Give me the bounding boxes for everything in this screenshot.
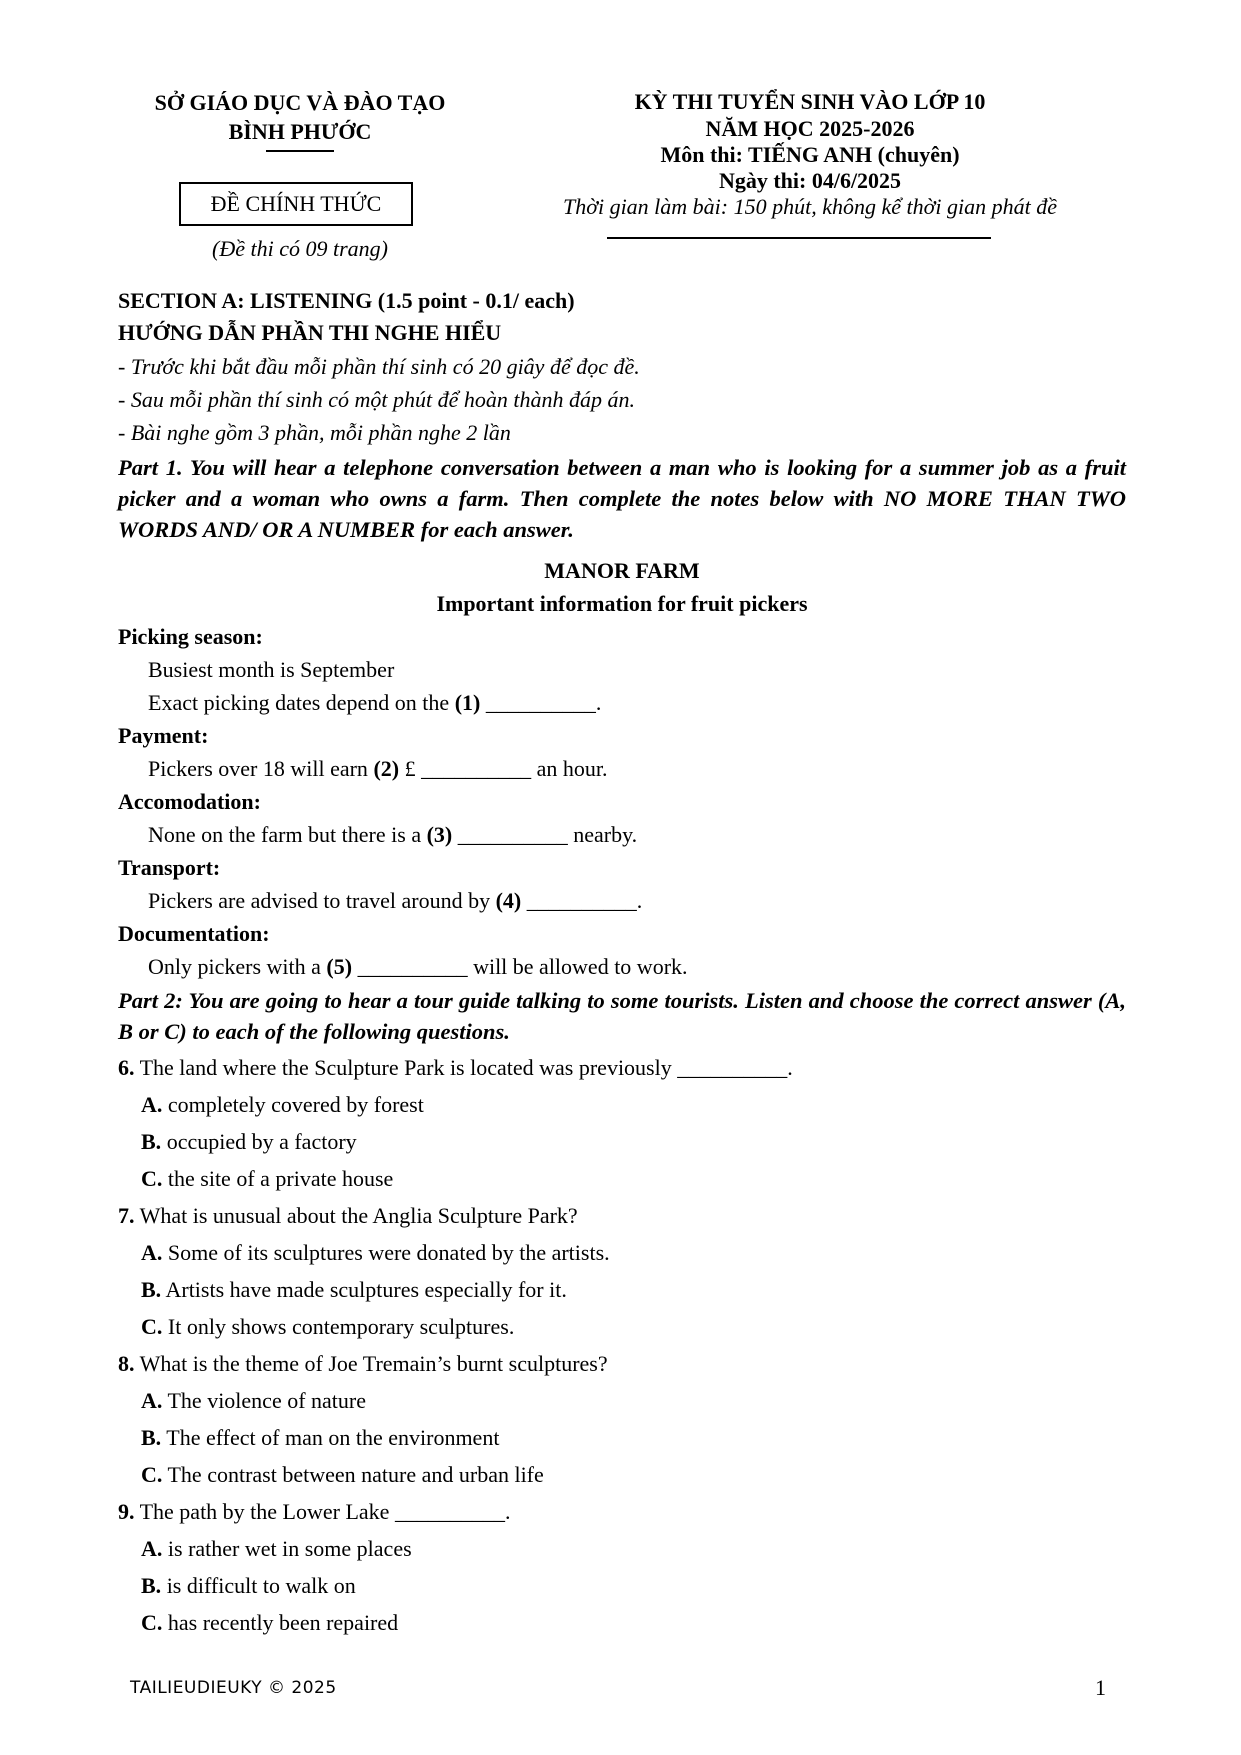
option-letter: C.	[141, 1314, 163, 1339]
question-number: 8.	[118, 1351, 135, 1376]
question-text: The path by the Lower Lake __________.	[134, 1499, 511, 1524]
notes-text: Busiest month is September	[148, 657, 395, 682]
time-allowed: Thời gian làm bài: 150 phút, không kể thời gian phát đề	[562, 194, 1057, 219]
option-text: has recently been repaired	[162, 1610, 399, 1635]
answer-blank: __________.	[521, 888, 643, 913]
answer-option	[141, 1386, 366, 1416]
exam-title: KỲ THI TUYỂN SINH VÀO LỚP 10	[634, 89, 986, 114]
answer-option	[141, 1127, 357, 1157]
question-text: The land where the Sculpture Park is located was previously __________.	[134, 1055, 793, 1080]
option-letter: B.	[141, 1277, 162, 1302]
page-number: 1	[1095, 1675, 1106, 1700]
guide-line: - Trước khi bắt đầu mỗi phần thí sinh có 20 giây để đọc đề.	[118, 354, 640, 379]
option-text: the site of a private house	[162, 1166, 394, 1191]
option-text: Artists have made sculptures especially for it.	[161, 1277, 567, 1302]
option-letter: A.	[141, 1536, 163, 1561]
notes-line	[148, 655, 394, 685]
footer-brand: TAILIEUDIEUKY © 2025	[130, 1678, 337, 1698]
question-text: What is unusual about the Anglia Sculpture Park?	[134, 1203, 578, 1228]
option-text: The contrast between nature and urban life	[162, 1462, 544, 1487]
guide-line: - Sau mỗi phần thí sinh có một phút để hoàn thành đáp án.	[118, 387, 635, 412]
guide-line: - Bài nghe gồm 3 phần, mỗi phần nghe 2 lần	[118, 420, 511, 445]
official-exam-box	[179, 182, 413, 226]
option-text: The violence of nature	[162, 1388, 367, 1413]
department-header	[110, 88, 490, 152]
option-letter: B.	[141, 1573, 162, 1598]
question-text: What is the theme of Joe Tremain’s burnt sculptures?	[134, 1351, 608, 1376]
question	[118, 1349, 608, 1379]
exam-header	[500, 88, 1120, 220]
option-letter: C.	[141, 1166, 163, 1191]
part2-instruction: Part 2: You are going to hear a tour guide talking to some tourists. Listen and choose the correct answer (A, B or C) to each of the following questions.	[118, 988, 1126, 1044]
option-text: It only shows contemporary sculptures.	[162, 1314, 515, 1339]
gap-number: (4)	[495, 888, 522, 913]
answer-option	[141, 1423, 499, 1453]
option-letter: B.	[141, 1129, 162, 1154]
notes-title: MANOR FARM	[544, 558, 700, 583]
option-text: is difficult to walk on	[161, 1573, 356, 1598]
option-letter: A.	[141, 1240, 163, 1265]
section-title: SECTION A: LISTENING (1.5 point - 0.1/ each)	[118, 288, 575, 313]
option-letter: A.	[141, 1092, 163, 1117]
notes-text: Pickers over 18 will earn	[148, 756, 374, 781]
notes-text: Exact picking dates depend on the	[148, 690, 455, 715]
time-underline	[607, 237, 991, 239]
question-number: 9.	[118, 1499, 135, 1524]
question-number: 7.	[118, 1203, 135, 1228]
option-letter: B.	[141, 1425, 162, 1450]
answer-option	[141, 1460, 544, 1490]
question	[118, 1497, 510, 1527]
gap-number: (1)	[454, 690, 481, 715]
answer-option	[141, 1164, 393, 1194]
question-number: 6.	[118, 1055, 135, 1080]
answer-option	[141, 1275, 567, 1305]
notes-line	[148, 886, 642, 916]
exam-subject: Môn thi: TIẾNG ANH (chuyên)	[660, 142, 960, 167]
notes-text: Pickers are advised to travel around by	[148, 888, 496, 913]
answer-option	[141, 1090, 424, 1120]
official-exam-label: ĐỀ CHÍNH THỨC	[210, 191, 382, 216]
department-name: SỞ GIÁO DỤC VÀ ĐÀO TẠO	[154, 90, 446, 115]
answer-option	[141, 1312, 514, 1342]
notes-line	[148, 952, 688, 982]
answer-blank: __________.	[480, 690, 602, 715]
notes-heading: Payment:	[118, 723, 209, 748]
answer-blank: £ __________ an hour.	[399, 756, 608, 781]
answer-blank: __________ will be allowed to work.	[352, 954, 688, 979]
notes-line	[148, 820, 637, 850]
option-text: The effect of man on the environment	[161, 1425, 500, 1450]
gap-number: (3)	[426, 822, 453, 847]
notes-heading: Accomodation:	[118, 789, 261, 814]
province-name: BÌNH PHƯỚC	[228, 119, 372, 144]
option-letter: C.	[141, 1462, 163, 1487]
question	[118, 1053, 793, 1083]
notes-line	[148, 754, 607, 784]
option-text: completely covered by forest	[162, 1092, 424, 1117]
option-letter: A.	[141, 1388, 163, 1413]
part1-instruction: Part 1. You will hear a telephone conversation between a man who is looking for a summer job as a fruit picker and a woman who owns a farm. Then complete the notes below with NO MORE THAN TWO WORDS AND/ OR A NUMBER for each answer.	[118, 455, 1126, 542]
school-year: NĂM HỌC 2025-2026	[705, 116, 915, 141]
notes-line	[148, 688, 601, 718]
header-divider	[266, 150, 334, 152]
option-letter: C.	[141, 1610, 163, 1635]
question	[118, 1201, 578, 1231]
notes-heading: Transport:	[118, 855, 221, 880]
gap-number: (2)	[373, 756, 400, 781]
notes-subtitle: Important information for fruit pickers	[436, 591, 808, 616]
option-text: occupied by a factory	[161, 1129, 357, 1154]
option-text: Some of its sculptures were donated by the artists.	[162, 1240, 610, 1265]
notes-text: Only pickers with a	[148, 954, 327, 979]
option-text: is rather wet in some places	[162, 1536, 412, 1561]
notes-heading: Picking season:	[118, 624, 263, 649]
answer-option	[141, 1238, 610, 1268]
gap-number: (5)	[326, 954, 353, 979]
notes-heading: Documentation:	[118, 921, 270, 946]
answer-option	[141, 1608, 398, 1638]
notes-text: None on the farm but there is a	[148, 822, 427, 847]
answer-blank: __________ nearby.	[452, 822, 638, 847]
guide-title: HƯỚNG DẪN PHẦN THI NGHE HIỂU	[118, 320, 502, 345]
exam-date: Ngày thi: 04/6/2025	[718, 168, 902, 193]
page-count-note: (Đề thi có 09 trang)	[212, 236, 388, 261]
answer-option	[141, 1571, 356, 1601]
answer-option	[141, 1534, 412, 1564]
